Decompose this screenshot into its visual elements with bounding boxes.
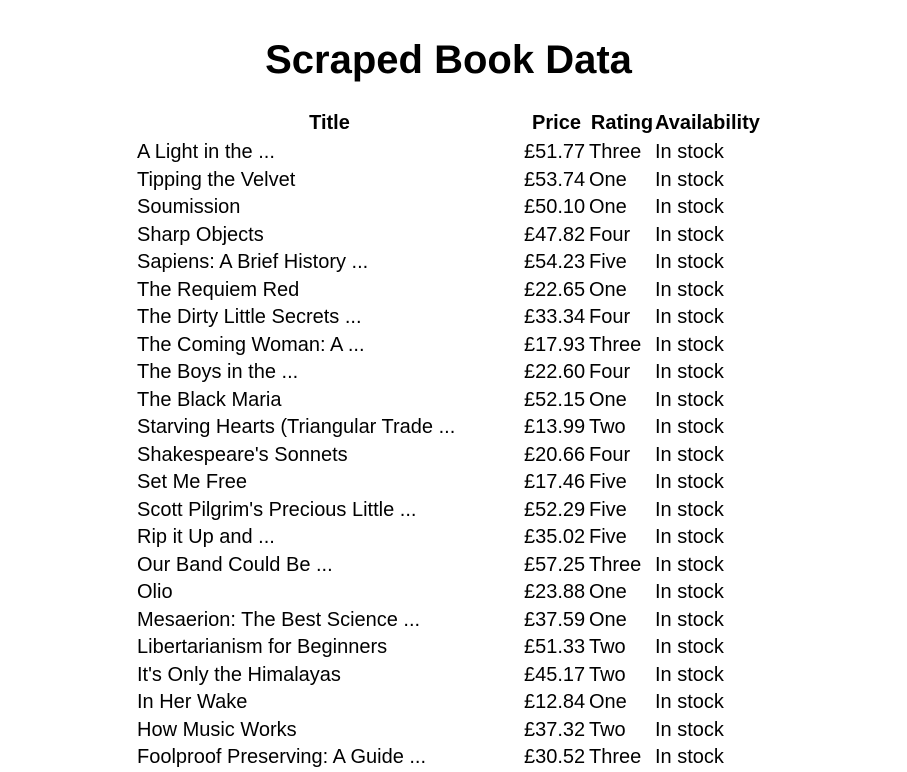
cell-title: Shakespeare's Sonnets (137, 443, 348, 466)
cell-title: Tipping the Velvet (137, 168, 296, 191)
page-title: Scraped Book Data (265, 38, 632, 82)
table-row (136, 167, 765, 195)
cell-rating: One (589, 691, 627, 713)
cell-price: £37.59 (524, 608, 586, 631)
cell-price: £53.74 (524, 168, 586, 191)
table-row (136, 304, 765, 332)
cell-rating: Three (589, 141, 642, 163)
table-row (136, 359, 765, 387)
cell-price: £47.82 (524, 223, 586, 246)
cell-rating: One (589, 388, 627, 411)
cell-title: The Coming Woman: A ... (137, 333, 365, 356)
cell-rating: Four (589, 306, 631, 328)
cell-title: The Dirty Little Secrets ... (137, 306, 362, 328)
cell-price: £22.65 (524, 278, 586, 301)
column-header-title: Title (309, 112, 350, 135)
cell-rating: Four (589, 443, 631, 466)
table-row (136, 414, 765, 442)
cell-availability: In stock (655, 306, 724, 328)
cell-title: The Black Maria (137, 388, 282, 411)
cell-title: Olio (137, 581, 173, 603)
cell-availability: In stock (655, 498, 724, 521)
cell-rating: One (589, 581, 627, 603)
cell-price: £13.99 (524, 416, 586, 438)
cell-price: £51.33 (524, 636, 586, 658)
cell-rating: One (589, 278, 627, 301)
cell-availability: In stock (655, 746, 724, 768)
table-row (136, 607, 765, 635)
cell-availability: In stock (655, 553, 724, 576)
table-row (136, 277, 765, 305)
cell-availability: In stock (655, 526, 724, 548)
table-row (136, 139, 765, 167)
table-row (136, 634, 765, 662)
cell-availability: In stock (655, 471, 724, 493)
cell-availability: In stock (655, 416, 724, 438)
cell-price: £57.25 (524, 553, 586, 576)
cell-price: £17.93 (524, 333, 586, 356)
cell-title: Sharp Objects (137, 223, 264, 246)
cell-rating: Two (589, 416, 626, 438)
cell-title: A Light in the ... (137, 141, 275, 163)
cell-price: £35.02 (524, 526, 586, 548)
table-row (136, 442, 765, 470)
table-row (136, 744, 765, 772)
cell-availability: In stock (655, 581, 724, 603)
column-header-availability: Availability (655, 112, 760, 135)
cell-price: £22.60 (524, 361, 586, 383)
cell-title: It's Only the Himalayas (137, 663, 341, 686)
cell-title: Scott Pilgrim's Precious Little ... (137, 498, 417, 521)
cell-rating: Two (589, 663, 626, 686)
cell-title: The Requiem Red (137, 278, 300, 301)
cell-availability: In stock (655, 718, 724, 741)
cell-price: £17.46 (524, 471, 586, 493)
cell-title: Sapiens: A Brief History ... (137, 251, 369, 273)
table-row (136, 194, 765, 222)
table-header-row (136, 109, 765, 139)
table-row (136, 662, 765, 690)
table-row (136, 249, 765, 277)
cell-availability: In stock (655, 663, 724, 686)
table-row (136, 717, 765, 745)
cell-title: In Her Wake (137, 691, 248, 713)
cell-rating: Three (589, 333, 642, 356)
cell-title: Our Band Could Be ... (137, 553, 333, 576)
books-table (136, 109, 765, 772)
table-row (136, 332, 765, 360)
cell-title: Foolproof Preserving: A Guide ... (137, 746, 427, 768)
cell-availability: In stock (655, 608, 724, 631)
table-row (136, 387, 765, 415)
cell-price: £52.15 (524, 388, 586, 411)
cell-rating: Four (589, 361, 631, 383)
cell-price: £33.34 (524, 306, 586, 328)
cell-title: The Boys in the ... (137, 361, 299, 383)
cell-availability: In stock (655, 333, 724, 356)
cell-availability: In stock (655, 388, 724, 411)
cell-price: £20.66 (524, 443, 586, 466)
cell-title: Mesaerion: The Best Science ... (137, 608, 421, 631)
cell-rating: Five (589, 471, 627, 493)
cell-availability: In stock (655, 141, 724, 163)
cell-title: Rip it Up and ... (137, 526, 275, 548)
table-row (136, 689, 765, 717)
table-row (136, 552, 765, 580)
cell-price: £30.52 (524, 746, 586, 768)
cell-price: £52.29 (524, 498, 586, 521)
cell-title: How Music Works (137, 718, 297, 741)
cell-rating: Three (589, 746, 642, 768)
column-header-price: Price (532, 112, 581, 135)
table-row (136, 524, 765, 552)
cell-price: £54.23 (524, 251, 586, 273)
column-header-rating: Rating (590, 112, 654, 135)
cell-price: £37.32 (524, 718, 586, 741)
cell-title: Libertarianism for Beginners (137, 636, 388, 658)
cell-price: £23.88 (524, 581, 586, 603)
table-row (136, 497, 765, 525)
cell-availability: In stock (655, 361, 724, 383)
cell-availability: In stock (655, 443, 724, 466)
cell-title: Soumission (137, 196, 241, 218)
table-row (136, 469, 765, 497)
cell-title: Set Me Free (137, 471, 248, 493)
cell-rating: Five (589, 498, 627, 521)
table-body (136, 139, 765, 772)
cell-title: Starving Hearts (Triangular Trade ... (137, 416, 456, 438)
table-row (136, 222, 765, 250)
cell-price: £45.17 (524, 663, 586, 686)
cell-rating: Two (589, 636, 626, 658)
table-row (136, 579, 765, 607)
cell-rating: Four (589, 223, 631, 246)
cell-price: £51.77 (524, 141, 586, 163)
cell-availability: In stock (655, 278, 724, 301)
cell-availability: In stock (655, 251, 724, 273)
cell-rating: One (589, 168, 627, 191)
cell-availability: In stock (655, 196, 724, 218)
cell-rating: One (589, 196, 627, 218)
cell-availability: In stock (655, 636, 724, 658)
cell-rating: Five (589, 526, 627, 548)
cell-rating: One (589, 608, 627, 631)
cell-availability: In stock (655, 223, 724, 246)
cell-price: £12.84 (524, 691, 586, 713)
cell-availability: In stock (655, 168, 724, 191)
cell-rating: Two (589, 718, 626, 741)
cell-price: £50.10 (524, 196, 586, 218)
cell-rating: Five (589, 251, 627, 273)
cell-rating: Three (589, 553, 642, 576)
cell-availability: In stock (655, 691, 724, 713)
